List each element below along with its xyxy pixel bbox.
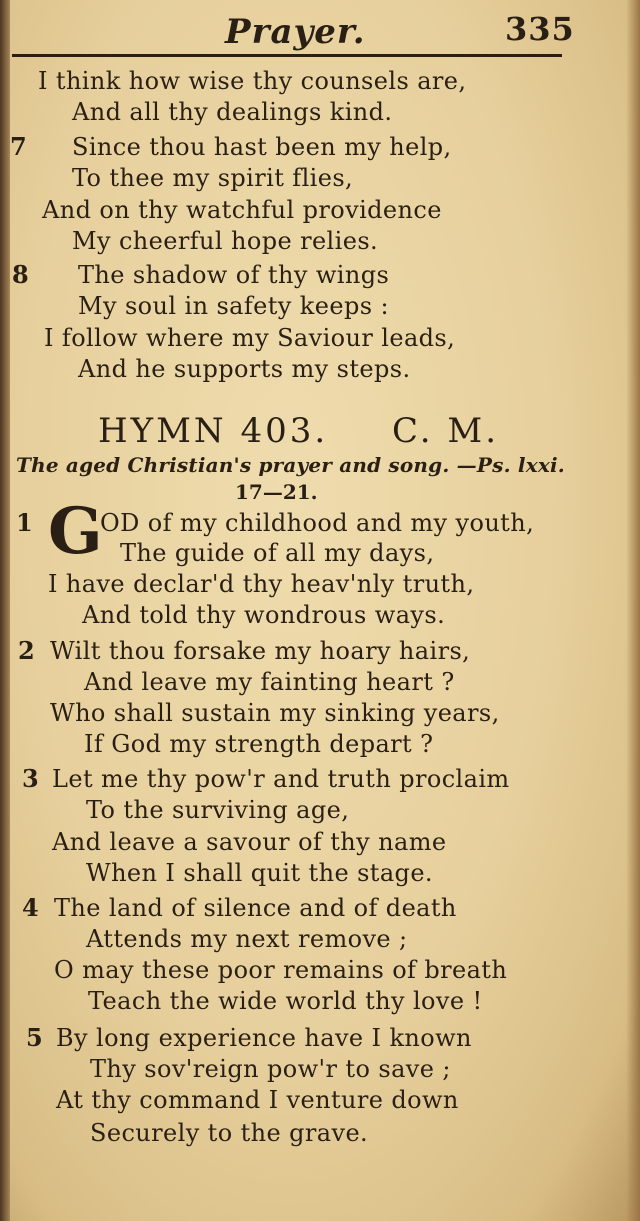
hymn-line: Since thou hast been my help, bbox=[72, 133, 452, 161]
stanza-number: 1 bbox=[16, 508, 33, 537]
page-gutter bbox=[0, 0, 10, 1221]
hymn-line: The land of silence and of death bbox=[54, 894, 457, 922]
hymn-line: To thee my spirit flies, bbox=[72, 164, 354, 192]
hymn-line: To the surviving age, bbox=[86, 796, 350, 824]
hymn-line: OD of my childhood and my youth, bbox=[100, 509, 535, 537]
hymn-line: The guide of all my days, bbox=[120, 539, 435, 567]
hymn-meter: C. M. bbox=[392, 411, 500, 451]
hymn-line: My cheerful hope relies. bbox=[72, 227, 379, 255]
hymn-line: I think how wise thy counsels are, bbox=[38, 67, 467, 95]
stanza-number: 8 bbox=[12, 260, 29, 289]
hymn-line: And told thy wondrous ways. bbox=[82, 601, 446, 629]
drop-cap: G bbox=[48, 494, 103, 569]
hymn-line: Teach the wide world thy love ! bbox=[88, 987, 483, 1015]
hymn-subtitle: The aged Christian's prayer and song. —Ps. lxxi. bbox=[16, 453, 565, 477]
page-edge bbox=[626, 0, 640, 1221]
page-number: 335 bbox=[505, 10, 575, 48]
hymn-line: Wilt thou forsake my hoary hairs, bbox=[50, 637, 471, 665]
stanza-number: 2 bbox=[18, 636, 35, 665]
hymn-line: I have declar'd thy heav'nly truth, bbox=[48, 570, 475, 598]
hymn-line: And all thy dealings kind. bbox=[72, 98, 393, 126]
hymn-line: I follow where my Saviour leads, bbox=[44, 324, 456, 352]
verse-reference: 17—21. bbox=[235, 480, 318, 504]
running-head: Prayer. bbox=[225, 12, 366, 52]
hymn-line: Attends my next remove ; bbox=[86, 925, 408, 953]
hymn-line: Securely to the grave. bbox=[90, 1119, 369, 1147]
header-rule bbox=[12, 54, 562, 57]
stanza-number: 5 bbox=[26, 1023, 43, 1052]
hymn-line: And leave my fainting heart ? bbox=[84, 668, 455, 696]
hymn-line: Thy sov'reign pow'r to save ; bbox=[90, 1055, 451, 1083]
hymn-title: HYMN 403. bbox=[98, 411, 329, 451]
hymn-line: And on thy watchful providence bbox=[42, 196, 442, 224]
hymn-line: At thy command I venture down bbox=[56, 1086, 459, 1114]
stanza-number: 3 bbox=[22, 764, 39, 793]
hymn-line: Who shall sustain my sinking years, bbox=[50, 699, 500, 727]
hymn-line: O may these poor remains of breath bbox=[54, 956, 508, 984]
hymn-line: If God my strength depart ? bbox=[84, 730, 434, 758]
stanza-number: 7 bbox=[10, 132, 27, 161]
stanza-number: 4 bbox=[22, 893, 39, 922]
hymn-line: The shadow of thy wings bbox=[78, 261, 390, 289]
hymn-line: My soul in safety keeps : bbox=[78, 292, 389, 320]
hymn-line: When I shall quit the stage. bbox=[86, 859, 433, 887]
hymn-line: By long experience have I known bbox=[56, 1024, 472, 1052]
hymn-line: And leave a savour of thy name bbox=[52, 828, 447, 856]
hymn-line: Let me thy pow'r and truth proclaim bbox=[52, 765, 510, 793]
hymn-line: And he supports my steps. bbox=[78, 355, 411, 383]
